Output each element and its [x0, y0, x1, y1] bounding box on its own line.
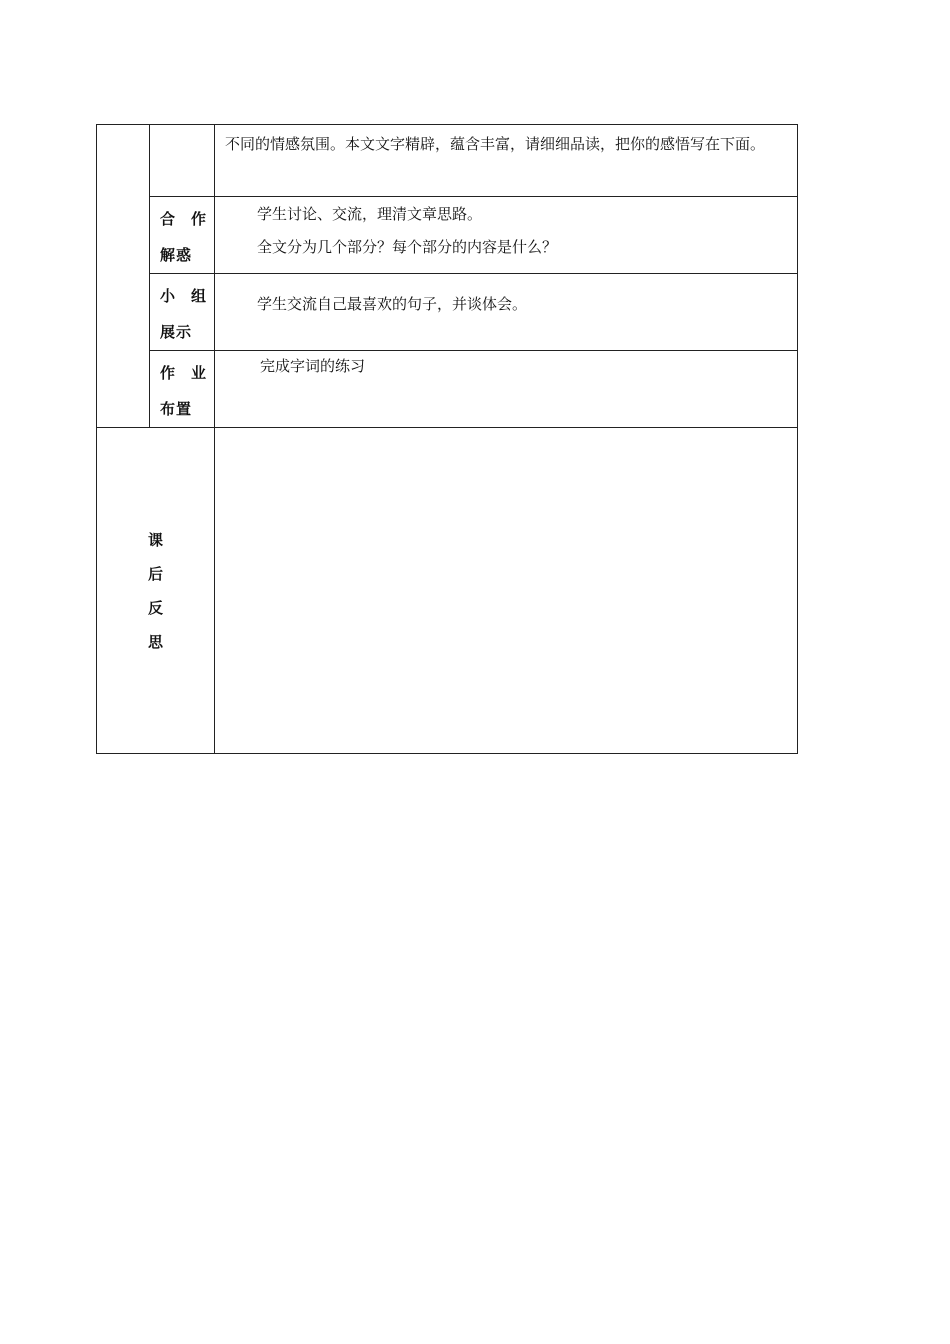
section-label-line1: 合作	[160, 210, 223, 228]
table-row	[97, 428, 798, 754]
reflection-label-cell	[97, 428, 215, 754]
intro-cell	[215, 125, 798, 197]
section-content-cell	[215, 197, 798, 274]
section-content-cell	[215, 351, 798, 428]
intro-text: 不同的情感氛围。本文文字精辟，蕴含丰富，请细细品读，把你的感悟写在下面。	[225, 135, 766, 153]
section-content-cell	[215, 274, 798, 351]
section-label-line2: 解惑	[160, 246, 193, 264]
reflection-char: 反	[147, 598, 163, 617]
lesson-plan-table	[96, 124, 798, 754]
section-label-line1: 作业	[160, 364, 223, 382]
section-label-line1: 小组	[160, 287, 223, 305]
content-line: 学生讨论、交流，理清文章思路。	[257, 205, 483, 223]
table-row	[97, 125, 798, 197]
section-label-line2: 展示	[160, 323, 193, 341]
table-row	[97, 197, 798, 274]
empty-label-cell	[150, 125, 215, 197]
section-label-cell	[150, 274, 223, 351]
content-line: 全文分为几个部分？每个部分的内容是什么？	[257, 238, 558, 256]
empty-left-cell	[97, 125, 150, 428]
table-row	[97, 351, 798, 428]
section-label-cell	[150, 351, 223, 428]
table-row	[97, 274, 798, 351]
reflection-content-cell	[215, 428, 798, 754]
reflection-char: 课	[147, 530, 163, 549]
content-line: 完成字词的练习	[260, 357, 366, 375]
section-label-cell	[150, 197, 223, 274]
reflection-char: 后	[147, 564, 163, 583]
reflection-char: 思	[147, 632, 163, 651]
section-label-line2: 布置	[160, 400, 193, 418]
content-line: 学生交流自己最喜欢的句子，并谈体会。	[257, 295, 528, 313]
